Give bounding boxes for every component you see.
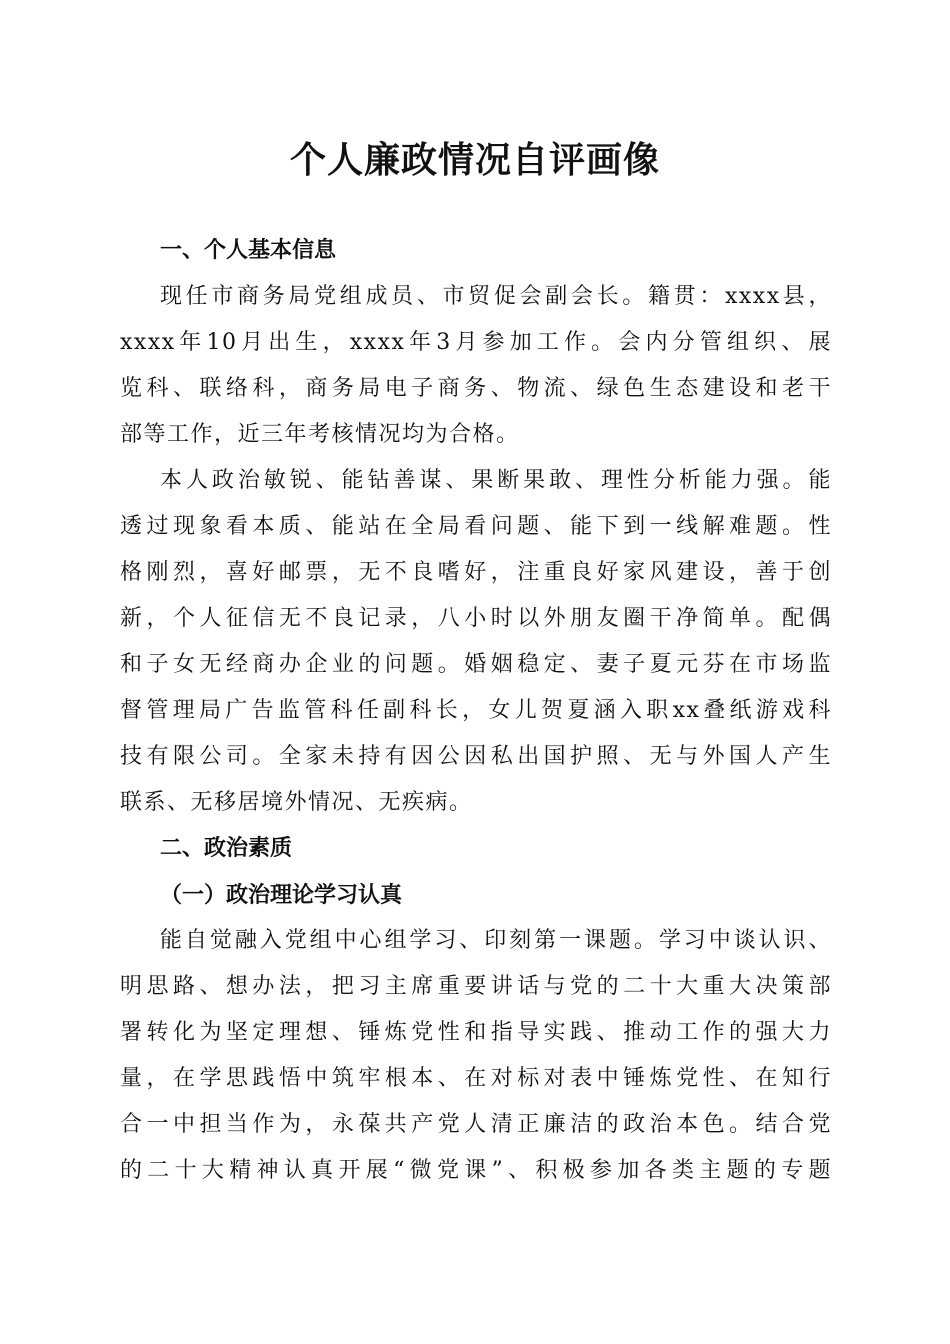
paragraph-line: 现任市商务局党组成员、市贸促会副会长。籍贯：xxxx县， <box>160 284 832 309</box>
document-body <box>120 228 832 1194</box>
subsection-heading-theory-study: （一）政治理论学习认真 <box>160 882 403 908</box>
paragraph-basic-info <box>120 274 832 458</box>
paragraph-line: 透过现象看本质、能站在全局看问题、能下到一线解难题。性 <box>120 514 832 539</box>
document-title: 个人廉政情况自评画像 <box>289 139 660 181</box>
paragraph-line: 量，在学思践悟中筑牢根本、在对标对表中锤炼党性、在知行 <box>120 1066 832 1091</box>
paragraph-line: 和子女无经商办企业的问题。婚姻稳定、妻子夏元芬在市场监 <box>120 652 832 677</box>
paragraph-line: 格刚烈，喜好邮票，无不良嗜好，注重良好家风建设，善于创 <box>120 560 832 585</box>
paragraph-line: 联系、无移居境外情况、无疾病。 <box>120 790 473 815</box>
paragraph-line: 署转化为坚定理想、锤炼党性和指导实践、推动工作的强大力 <box>120 1020 832 1045</box>
section-heading-political-quality: 二、政治素质 <box>160 836 293 861</box>
paragraph-personal-traits <box>120 458 832 826</box>
paragraph-line: 技有限公司。全家未持有因公因私出国护照、无与外国人产生 <box>120 744 832 769</box>
paragraph-line: xxxx年10月出生，xxxx年3月参加工作。会内分管组织、展 <box>120 330 832 355</box>
paragraph-line: 新，个人征信无不良记录，八小时以外朋友圈干净简单。配偶 <box>120 606 832 631</box>
paragraph-line: 能自觉融入党组中心组学习、印刻第一课题。学习中谈认识、 <box>160 928 832 953</box>
paragraph-line: 的二十大精神认真开展“微党课”、积极参加各类主题的专题 <box>120 1158 832 1183</box>
paragraph-line: 部等工作，近三年考核情况均为合格。 <box>120 422 520 447</box>
paragraph-line: 督管理局广告监管科任副科长，女儿贺夏涵入职xx叠纸游戏科 <box>120 698 832 723</box>
paragraph-theory-study <box>120 918 832 1194</box>
section-heading-basic-info: 一、个人基本信息 <box>160 238 337 263</box>
paragraph-line: 明思路、想办法，把习主席重要讲话与党的二十大重大决策部 <box>120 974 832 999</box>
paragraph-line: 合一中担当作为，永葆共产党人清正廉洁的政治本色。结合党 <box>120 1112 832 1137</box>
paragraph-line: 本人政治敏锐、能钻善谋、果断果敢、理性分析能力强。能 <box>160 468 832 493</box>
paragraph-line: 览科、联络科，商务局电子商务、物流、绿色生态建设和老干 <box>120 376 832 401</box>
